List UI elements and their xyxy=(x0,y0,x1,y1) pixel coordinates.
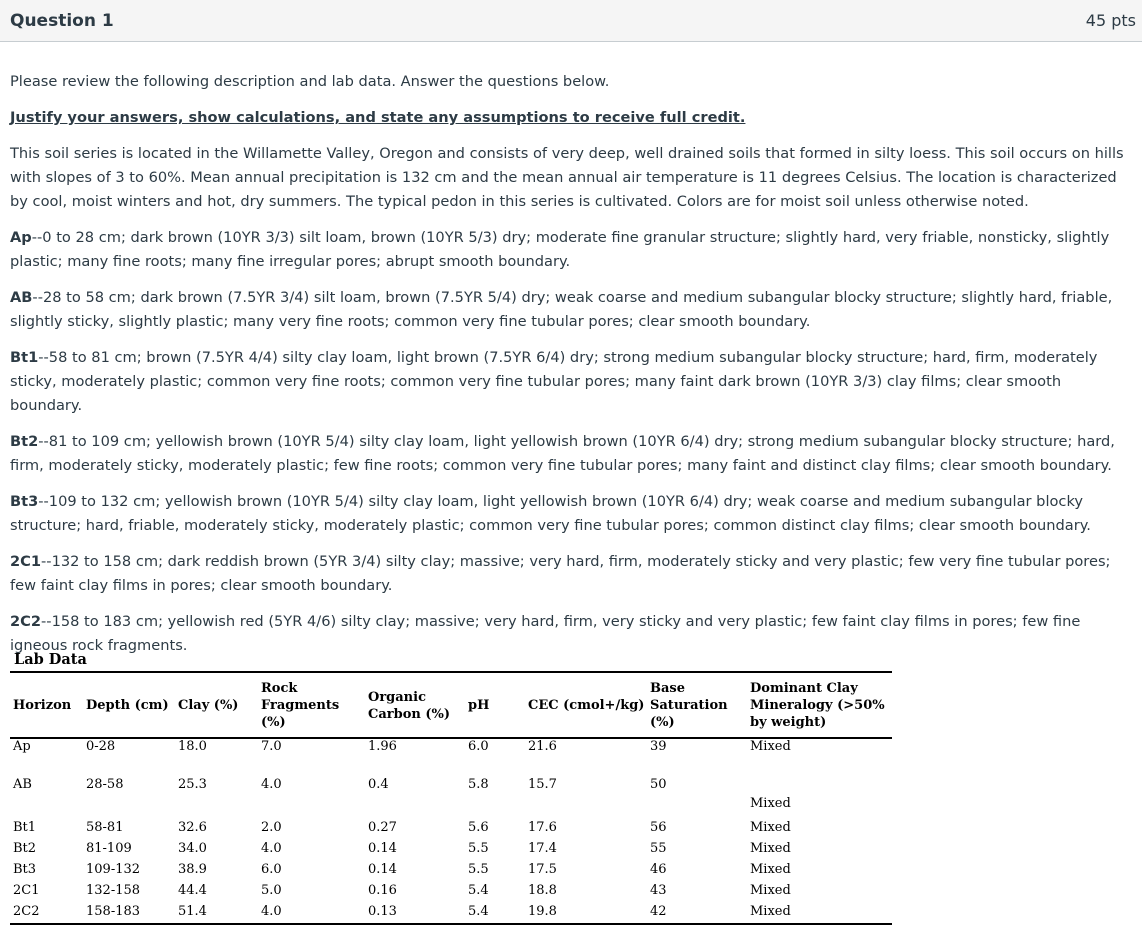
cell-organic-carbon: 0.4 xyxy=(368,777,389,792)
col-header-rock-fragments: Rock Fragments (%) xyxy=(261,681,340,730)
cell-clay-mineralogy: Mixed xyxy=(750,904,791,919)
question-points: 45 pts xyxy=(1085,11,1136,30)
horizon-name: Bt3 xyxy=(10,493,39,510)
col-header-cec: CEC (cmol+/kg) xyxy=(528,698,645,713)
table-row xyxy=(10,775,892,818)
cell-organic-carbon: 0.16 xyxy=(368,883,397,898)
horizon-description xyxy=(10,346,1134,418)
horizon-name: 2C2 xyxy=(10,613,42,630)
cell-base-saturation: 56 xyxy=(650,820,667,835)
cell-clay-mineralogy: Mixed xyxy=(750,739,791,754)
cell-rock-fragments: 4.0 xyxy=(261,777,282,792)
table-bottom-rule xyxy=(10,923,892,925)
horizon-text: --81 to 109 cm; yellowish brown (10YR 5/4) silty clay loam, light yellowish brown (10YR 6/4) dry; strong medium subangular blocky structure; hard, firm, moderately sticky, moderately plastic; few fine roots; common very fine tubular pores; many faint and distinct clay films; clear smooth boundary. xyxy=(10,433,1115,474)
cell-horizon: Bt2 xyxy=(13,841,37,856)
cell-cec: 18.8 xyxy=(528,883,557,898)
lab-data-table xyxy=(10,674,892,923)
cell-clay-mineralogy: Mixed xyxy=(750,862,791,877)
question-body xyxy=(10,70,1134,670)
cell-cec: 19.8 xyxy=(528,904,557,919)
table-row xyxy=(10,737,892,775)
horizon-name: 2C1 xyxy=(10,553,42,570)
cell-clay: 32.6 xyxy=(178,820,207,835)
cell-depth: 109-132 xyxy=(86,862,141,877)
cell-rock-fragments: 2.0 xyxy=(261,820,282,835)
table-header-row xyxy=(10,674,892,737)
horizon-name: Ap xyxy=(10,229,32,246)
col-header-clay-mineralogy: Dominant Clay Mineralogy (>50% by weight) xyxy=(750,681,885,730)
question-title: Question 1 xyxy=(10,10,114,31)
horizon-name: Bt2 xyxy=(10,433,39,450)
cell-cec: 17.5 xyxy=(528,862,557,877)
cell-ph: 5.8 xyxy=(468,777,489,792)
table-row xyxy=(10,818,892,839)
cell-clay-mineralogy: Mixed xyxy=(750,883,791,898)
table-top-rule xyxy=(10,671,892,673)
cell-base-saturation: 39 xyxy=(650,739,667,754)
cell-ph: 5.5 xyxy=(468,841,489,856)
cell-base-saturation: 50 xyxy=(650,777,667,792)
cell-organic-carbon: 0.14 xyxy=(368,862,397,877)
horizon-description xyxy=(10,226,1134,274)
horizon-description xyxy=(10,610,1134,658)
cell-clay: 38.9 xyxy=(178,862,207,877)
table-row xyxy=(10,839,892,860)
table-row xyxy=(10,881,892,902)
cell-horizon: 2C2 xyxy=(13,904,40,919)
cell-clay: 34.0 xyxy=(178,841,207,856)
cell-organic-carbon: 0.13 xyxy=(368,904,397,919)
cell-cec: 15.7 xyxy=(528,777,557,792)
cell-organic-carbon: 1.96 xyxy=(368,739,397,754)
cell-ph: 5.4 xyxy=(468,883,489,898)
col-header-base-saturation: Base Saturation (%) xyxy=(650,681,728,730)
cell-depth: 0-28 xyxy=(86,739,116,754)
cell-rock-fragments: 6.0 xyxy=(261,862,282,877)
cell-horizon: Ap xyxy=(13,739,31,754)
lab-data-title: Lab Data xyxy=(14,651,87,668)
cell-clay-mineralogy: Mixed xyxy=(750,820,791,835)
justify-instruction: Justify your answers, show calculations, and state any assumptions to receive full credit. xyxy=(10,109,746,126)
horizon-text: --158 to 183 cm; yellowish red (5YR 4/6) silty clay; massive; very hard, firm, very sticky and very plastic; few faint clay films in pores; few fine igneous rock fragments. xyxy=(10,613,1081,654)
cell-depth: 28-58 xyxy=(86,777,124,792)
cell-ph: 5.6 xyxy=(468,820,489,835)
cell-ph: 5.4 xyxy=(468,904,489,919)
cell-clay-mineralogy: Mixed xyxy=(750,841,791,856)
cell-clay: 18.0 xyxy=(178,739,207,754)
cell-base-saturation: 46 xyxy=(650,862,667,877)
cell-clay-mineralogy xyxy=(750,775,892,818)
cell-depth: 132-158 xyxy=(86,883,141,898)
col-header-depth: Depth (cm) xyxy=(86,698,169,713)
cell-horizon: AB xyxy=(13,777,32,792)
cell-ph: 5.5 xyxy=(468,862,489,877)
cell-clay: 44.4 xyxy=(178,883,207,898)
cell-rock-fragments: 5.0 xyxy=(261,883,282,898)
horizon-description xyxy=(10,490,1134,538)
horizon-text: --109 to 132 cm; yellowish brown (10YR 5/4) silty clay loam, light yellowish brown (10YR 6/4) dry; weak coarse and medium subangular blocky structure; hard, friable, moderately sticky, moderately plastic; common very fine tubular pores; common distinct clay films; clear smooth boundary. xyxy=(10,493,1091,534)
cell-base-saturation: 42 xyxy=(650,904,667,919)
horizon-text: --28 to 58 cm; dark brown (7.5YR 3/4) silt loam, brown (7.5YR 5/4) dry; weak coarse and medium subangular blocky structure; slightly hard, friable, slightly sticky, slightly plastic; many very fine roots; common very fine tubular pores; clear smooth boundary. xyxy=(10,289,1113,330)
col-header-clay: Clay (%) xyxy=(178,698,239,713)
col-header-ph: pH xyxy=(468,698,490,713)
cell-organic-carbon: 0.14 xyxy=(368,841,397,856)
cell-cec: 17.6 xyxy=(528,820,557,835)
cell-ph: 6.0 xyxy=(468,739,489,754)
cell-horizon: Bt1 xyxy=(13,820,37,835)
cell-rock-fragments: 4.0 xyxy=(261,904,282,919)
horizon-text: --132 to 158 cm; dark reddish brown (5YR 3/4) silty clay; massive; very hard, firm, moderately sticky and very plastic; few very fine tubular pores; few faint clay films in pores; clear smooth boundary. xyxy=(10,553,1111,594)
cell-depth: 58-81 xyxy=(86,820,124,835)
horizon-description xyxy=(10,286,1134,334)
intro-text: Please review the following description and lab data. Answer the questions below. xyxy=(10,73,610,90)
horizon-text: --58 to 81 cm; brown (7.5YR 4/4) silty clay loam, light brown (7.5YR 6/4) dry; strong medium subangular blocky structure; hard, firm, moderately sticky, moderately plastic; common very fine roots; common very fine tubular pores; many faint dark brown (10YR 3/3) clay films; clear smooth boundary. xyxy=(10,349,1098,414)
cell-clay: 51.4 xyxy=(178,904,207,919)
cell-base-saturation: 43 xyxy=(650,883,667,898)
horizon-name: AB xyxy=(10,289,33,306)
table-row xyxy=(10,902,892,923)
cell-rock-fragments: 7.0 xyxy=(261,739,282,754)
col-header-organic-carbon: Organic Carbon (%) xyxy=(368,689,451,722)
stray-mineralogy-label: Mixed xyxy=(750,796,791,811)
cell-horizon: 2C1 xyxy=(13,883,40,898)
cell-depth: 158-183 xyxy=(86,904,141,919)
cell-cec: 17.4 xyxy=(528,841,557,856)
col-header-horizon: Horizon xyxy=(13,698,72,713)
horizon-text: --0 to 28 cm; dark brown (10YR 3/3) silt loam, brown (10YR 5/3) dry; moderate fine granular structure; slightly hard, very friable, nonsticky, slightly plastic; many fine roots; many fine irregular pores; abrupt smooth boundary. xyxy=(10,229,1110,270)
question-header xyxy=(0,0,1142,42)
table-row xyxy=(10,860,892,881)
cell-depth: 81-109 xyxy=(86,841,132,856)
horizon-description xyxy=(10,550,1134,598)
cell-cec: 21.6 xyxy=(528,739,557,754)
cell-organic-carbon: 0.27 xyxy=(368,820,397,835)
series-description: This soil series is located in the Willamette Valley, Oregon and consists of very deep, well drained soils that formed in silty loess. This soil occurs on hills with slopes of 3 to 60%. Mean annual precipitation is 132 cm and the mean annual air temperature is 11 degrees Celsius. The location is characterized by cool, moist winters and hot, dry summers. The typical pedon in this series is cultivated. Colors are for moist soil unless otherwise noted. xyxy=(10,145,1124,210)
cell-rock-fragments: 4.0 xyxy=(261,841,282,856)
cell-horizon: Bt3 xyxy=(13,862,37,877)
horizon-name: Bt1 xyxy=(10,349,39,366)
horizon-description xyxy=(10,430,1134,478)
cell-clay: 25.3 xyxy=(178,777,207,792)
cell-base-saturation: 55 xyxy=(650,841,667,856)
